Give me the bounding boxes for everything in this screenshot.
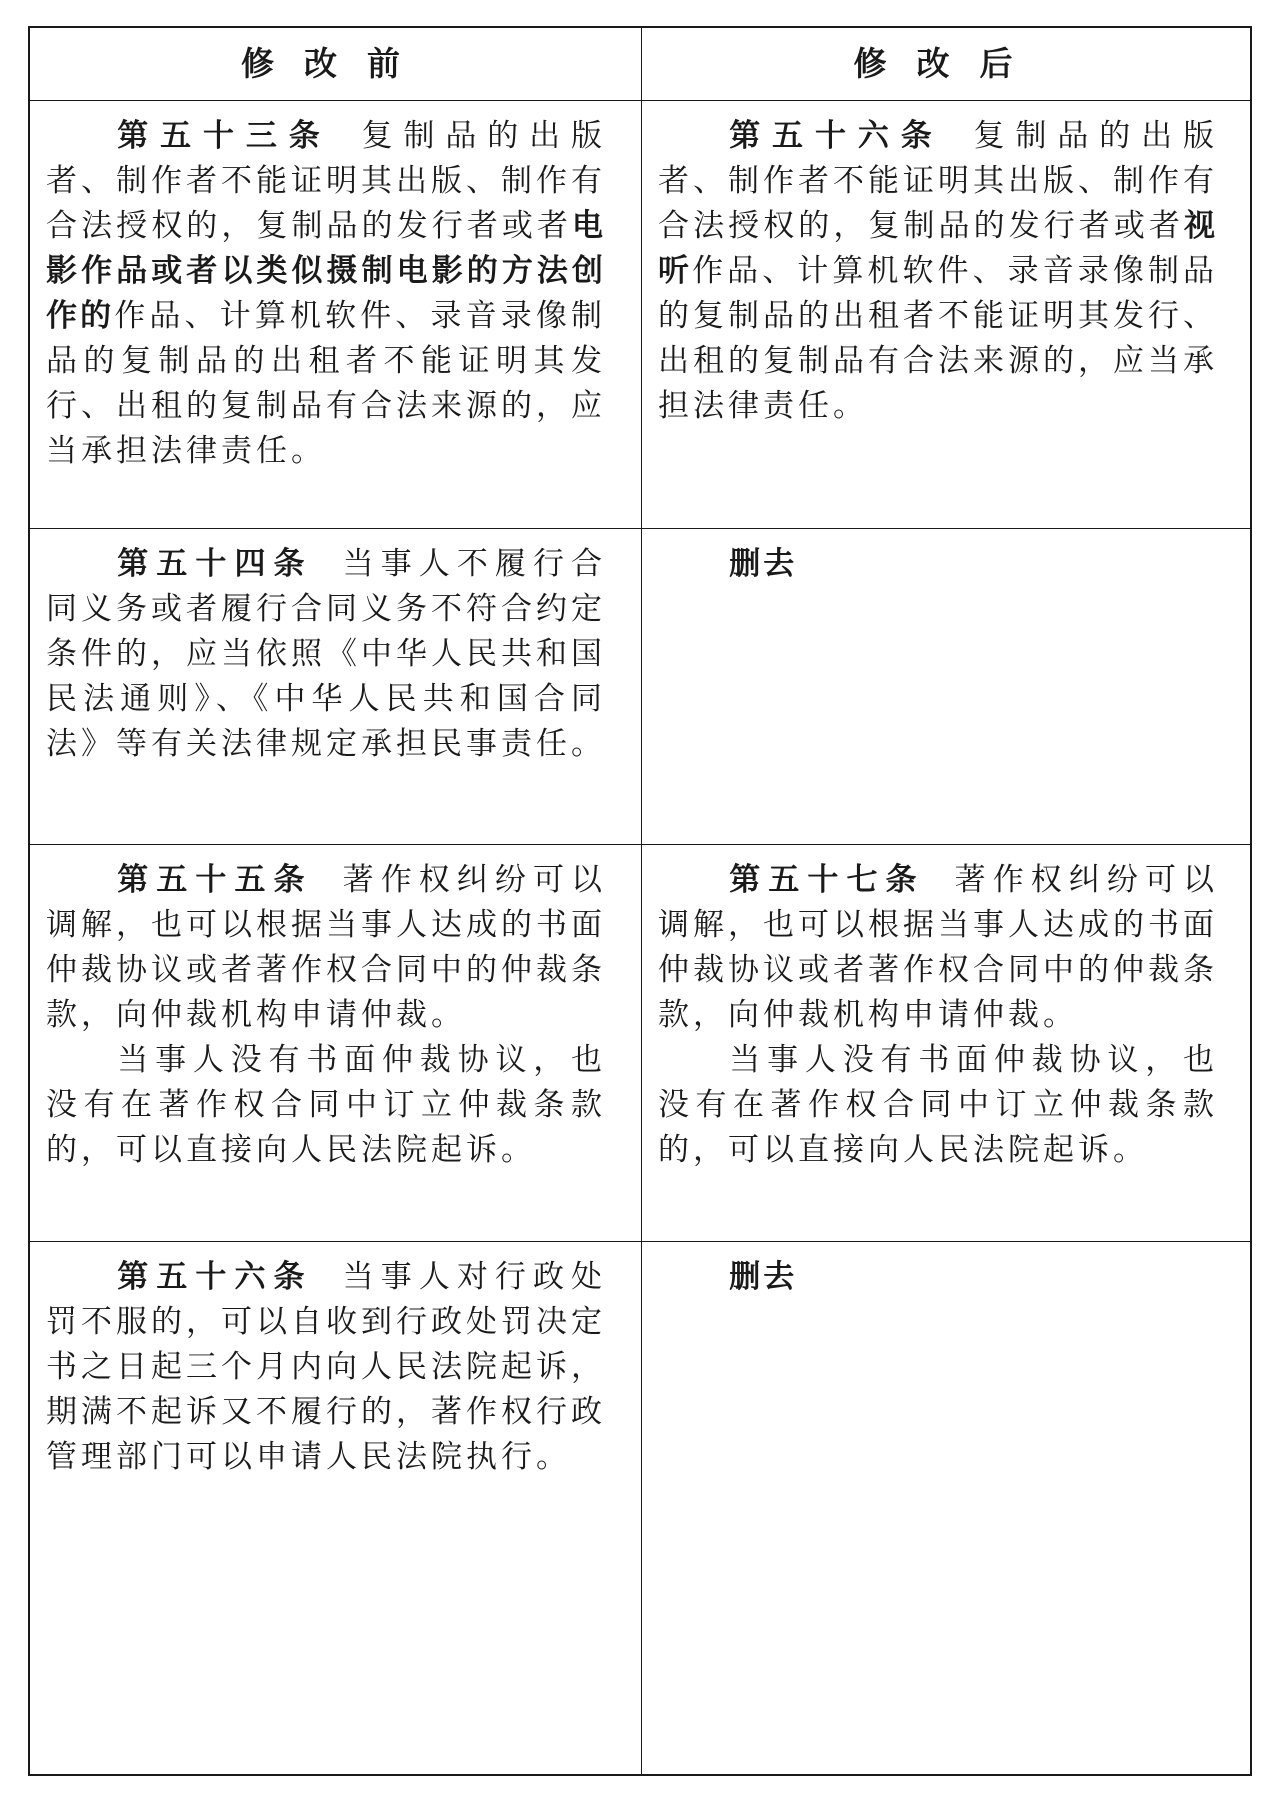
- clause-paragraph: 当事人没有书面仲裁协议，也没有在著作权合同中订立仲裁条款的，可以直接向人民法院起诉。: [658, 1042, 1218, 1168]
- clause-paragraph: [658, 858, 1218, 1038]
- row-divider: [30, 844, 1250, 845]
- clause-bold-text: 电影作品或者以类似摄制电影的方法创作的: [46, 208, 606, 334]
- clause-text: 当事人对行政处罚不服的，可以自收到行政处罚决定书之日起三个月内向人民法院起诉，期满不起诉又不履行的，著作权行政管理部门可以申请人民法院执行。: [46, 1259, 607, 1475]
- clause-paragraph: [46, 114, 606, 474]
- row-2-after-cell: [658, 542, 1218, 587]
- header-before: 修改前: [241, 44, 430, 83]
- clause-paragraph: [658, 114, 1218, 429]
- comparison-table: [28, 26, 1252, 1776]
- header-after: 修改后: [853, 44, 1043, 83]
- article-number: 第五十七条: [729, 862, 925, 898]
- header-divider: [30, 100, 1250, 101]
- article-number: 第五十六条: [117, 1259, 313, 1295]
- clause-bold-text: 视听: [658, 208, 1218, 289]
- row-3-before-cell: [46, 858, 606, 1173]
- column-divider: [641, 28, 642, 1774]
- row-2-before-cell: [46, 542, 606, 767]
- clause-paragraph: [46, 542, 606, 767]
- clause-text: 复制品的出版者、制作者不能证明其出版、制作有合法授权的，复制品的发行者或者: [46, 118, 607, 244]
- clause-paragraph: [46, 1255, 606, 1480]
- clause-paragraph: 当事人没有书面仲裁协议，也没有在著作权合同中订立仲裁条款的，可以直接向人民法院起诉。: [46, 1042, 606, 1168]
- clause-text: 著作权纠纷可以调解，也可以根据当事人达成的书面仲裁协议或者著作权合同中的仲裁条款，向仲裁机构申请仲裁。: [46, 862, 607, 1033]
- article-number: 第五十五条: [117, 862, 313, 898]
- row-1-before-cell: [46, 114, 606, 474]
- clause-paragraph: [46, 858, 606, 1038]
- row-divider: [30, 528, 1250, 529]
- article-number: 第五十六条: [729, 118, 944, 154]
- clause-paragraph: [658, 542, 1218, 587]
- clause-paragraph: [658, 1255, 1218, 1300]
- deleted-label: 删去: [729, 546, 798, 582]
- article-number: 第五十四条: [117, 546, 313, 582]
- row-3-after-cell: [658, 858, 1218, 1173]
- clause-text: 著作权纠纷可以调解，也可以根据当事人达成的书面仲裁协议或者著作权合同中的仲裁条款，向仲裁机构申请仲裁。: [658, 862, 1219, 1033]
- clause-text: 作品、计算机软件、录音录像制品的复制品的出租者不能证明其发行、出租的复制品有合法来源的，应当承担法律责任。: [658, 253, 1219, 424]
- row-divider: [30, 1241, 1250, 1242]
- row-4-after-cell: [658, 1255, 1218, 1300]
- deleted-label: 删去: [729, 1259, 798, 1295]
- clause-text: 复制品的出版者、制作者不能证明其出版、制作有合法授权的，复制品的发行者或者: [658, 118, 1219, 244]
- clause-text: 当事人不履行合同义务或者履行合同义务不符合约定条件的，应当依照《中华人民共和国民法通则》、《中华人民共和国合同法》等有关法律规定承担民事责任。: [46, 546, 607, 762]
- article-number: 第五十三条: [117, 118, 332, 154]
- row-4-before-cell: [46, 1255, 606, 1480]
- row-1-after-cell: [658, 114, 1218, 429]
- clause-text: 作品、计算机软件、录音录像制品的复制品的出租者不能证明其发行、出租的复制品有合法来源的，应当承担法律责任。: [46, 298, 607, 469]
